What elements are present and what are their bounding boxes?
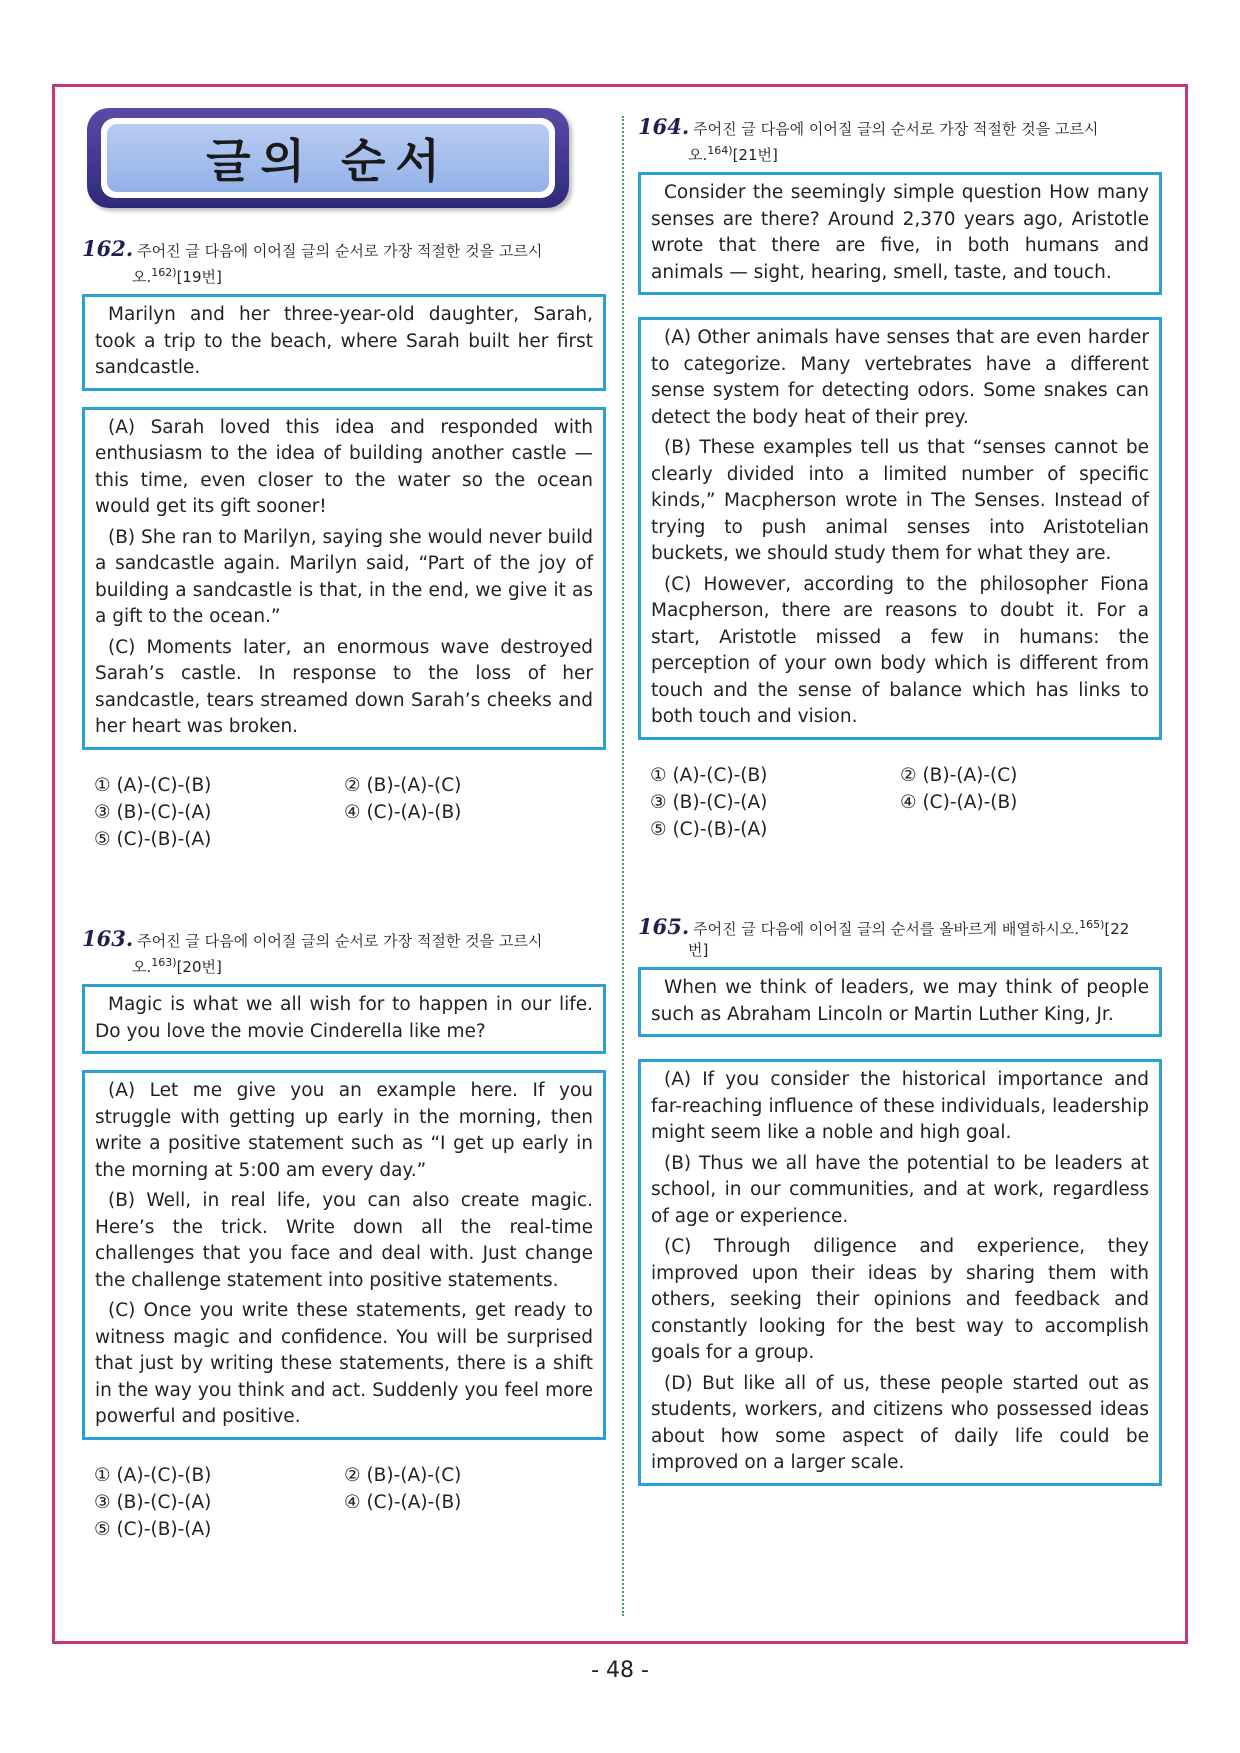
- question-number: 163.: [82, 926, 134, 951]
- question-number: 162.: [82, 236, 134, 261]
- question-header: 163. 주어진 글 다음에 이어질 글의 순서로 가장 적절한 것을 고르시 오.$^{163)}$[20번]: [82, 926, 543, 976]
- paragraph-a: (A) Other animals have senses that are even harder to categorize. Many vertebrates have a different sense system for detecting odors. Some snakes can detect the body heat of their prey.: [651, 327, 1149, 428]
- paragraph-c: (C) Through diligence and experience, they improved upon their ideas by sharing them with others, seeking their opinions and feedback and constantly looking for the best way to accomplish goals for a group.: [651, 1236, 1149, 1363]
- paragraph-c: (C) However, according to the philosopher Fiona Macpherson, there are reasons to doubt it. For a start, Aristotle missed a few in humans: the perception of your own body which is different from touch and the sense of balance which has links to both touch and vision.: [651, 573, 1149, 727]
- question-tag: [20번]: [176, 958, 222, 976]
- option-5[interactable]: ⑤ (C)-(B)-(A): [650, 818, 768, 840]
- question-165: [638, 914, 1162, 1486]
- question-number: 165.: [638, 914, 690, 939]
- paragraph-d: (D) But like all of us, these people started out as students, workers, and citizens who possessed ideas about how some aspect of daily life could be improved on a larger scale.: [651, 1372, 1149, 1473]
- paragraph-a: (A) If you consider the historical importance and far-reaching influence of these individuals, leadership might seem like a noble and high goal.: [651, 1069, 1149, 1143]
- paragraph-a: (A) Let me give you an example here. If you struggle with getting up early in the morning, then write a positive statement such as “I get up early in the morning at 5:00 am every day.”: [95, 1080, 593, 1181]
- answer-options: [82, 1462, 606, 1543]
- column-divider: [622, 116, 624, 1616]
- paragraph-a: (A) Sarah loved this idea and responded with enthusiasm to the idea of building another castle — this time, even closer to the water so the ocean would get its gift sooner!: [95, 416, 593, 517]
- option-2[interactable]: ② (B)-(A)-(C): [344, 774, 462, 796]
- option-4[interactable]: ④ (C)-(A)-(B): [344, 801, 462, 823]
- given-passage: Magic is what we all wish for to happen in our life. Do you love the movie Cinderella like me?: [82, 984, 606, 1054]
- option-2[interactable]: ② (B)-(A)-(C): [900, 764, 1018, 786]
- given-passage: Consider the seemingly simple question How many senses are there? Around 2,370 years ago, Aristotle wrote that there are five, in both humans and animals — sight, hearing, smell, taste, and touch.: [638, 172, 1162, 295]
- option-4[interactable]: ④ (C)-(A)-(B): [344, 1491, 462, 1513]
- answer-options: [638, 762, 1162, 843]
- paragraph-b: (B) Thus we all have the potential to be leaders at school, in our communities, and at work, regardless of age or experience.: [651, 1152, 1149, 1227]
- passage-choices: [82, 407, 606, 750]
- question-prompt: 주어진 글 다음에 이어질 글의 순서로 가장 적절한 것을 고르시: [137, 932, 543, 950]
- option-5[interactable]: ⑤ (C)-(B)-(A): [94, 1518, 212, 1540]
- question-number: 164.: [638, 114, 690, 139]
- paragraph-b: (B) Well, in real life, you can also create magic. Here’s the trick. Write down all the real-time challenges that you face and deal with. Just change the challenge statement into positive statements.: [95, 1190, 593, 1291]
- question-tag: [19번]: [176, 268, 222, 286]
- question-tag: [21번]: [732, 146, 778, 164]
- option-1[interactable]: ① (A)-(C)-(B): [94, 774, 212, 796]
- option-3[interactable]: ③ (B)-(C)-(A): [650, 791, 768, 813]
- answer-options: [82, 772, 606, 853]
- paragraph-b: (B) She ran to Marilyn, saying she would never build a sandcastle again. Marilyn said, “Part of the joy of building a sandcastle is that, in the end, we give it as a gift to the ocean.”: [95, 526, 593, 627]
- option-5[interactable]: ⑤ (C)-(B)-(A): [94, 828, 212, 850]
- option-3[interactable]: ③ (B)-(C)-(A): [94, 801, 212, 823]
- question-prompt: 주어진 글 다음에 이어질 글의 순서를 올바르게 배열하시오.: [693, 920, 1080, 938]
- passage-choices: [638, 317, 1162, 740]
- passage-choices: [82, 1070, 606, 1440]
- question-162: [82, 238, 606, 853]
- section-title-banner: [87, 108, 569, 208]
- question-tag: [22: [1104, 920, 1130, 938]
- option-1[interactable]: ① (A)-(C)-(B): [650, 764, 768, 786]
- given-passage: Marilyn and her three-year-old daughter, Sarah, took a trip to the beach, where Sarah built her first sandcastle.: [82, 294, 606, 391]
- option-2[interactable]: ② (B)-(A)-(C): [344, 1464, 462, 1486]
- passage-choices: [638, 1059, 1162, 1486]
- option-1[interactable]: ① (A)-(C)-(B): [94, 1464, 212, 1486]
- given-passage: When we think of leaders, we may think of people such as Abraham Lincoln or Martin Luther King, Jr.: [638, 967, 1162, 1037]
- paragraph-b: (B) These examples tell us that “senses cannot be clearly divided into a limited number of specific kinds,” Macpherson wrote in The Senses. Instead of trying to push animal senses into Aristotelian buckets, we should study them for what they are.: [651, 437, 1149, 564]
- question-header: 164. 주어진 글 다음에 이어질 글의 순서로 가장 적절한 것을 고르시 오.$^{164)}$[21번]: [638, 114, 1099, 164]
- question-164: [638, 116, 1162, 843]
- page-number: - 48 -: [591, 1658, 649, 1683]
- question-header: 162. 주어진 글 다음에 이어질 글의 순서로 가장 적절한 것을 고르시 오.$^{162)}$[19번]: [82, 236, 543, 286]
- option-3[interactable]: ③ (B)-(C)-(A): [94, 1491, 212, 1513]
- question-prompt: 주어진 글 다음에 이어질 글의 순서로 가장 적절한 것을 고르시: [693, 120, 1099, 138]
- question-prompt: 주어진 글 다음에 이어질 글의 순서로 가장 적절한 것을 고르시: [137, 242, 543, 260]
- paragraph-c: (C) Moments later, an enormous wave destroyed Sarah’s castle. In response to the loss of her sandcastle, tears streamed down Sarah’s cheeks and her heart was broken.: [95, 636, 593, 737]
- question-163: [82, 928, 606, 1543]
- section-title: 글의 순서: [107, 124, 549, 192]
- paragraph-c: (C) Once you write these statements, get ready to witness magic and confidence. You will be surprised that just by writing these statements, there is a shift in the way you think and act. Suddenly you feel more powerful and positive.: [95, 1300, 593, 1427]
- option-4[interactable]: ④ (C)-(A)-(B): [900, 791, 1018, 813]
- question-header: 165. 주어진 글 다음에 이어질 글의 순서를 올바르게 배열하시오.$^{165)}$[22 번]: [638, 914, 1130, 959]
